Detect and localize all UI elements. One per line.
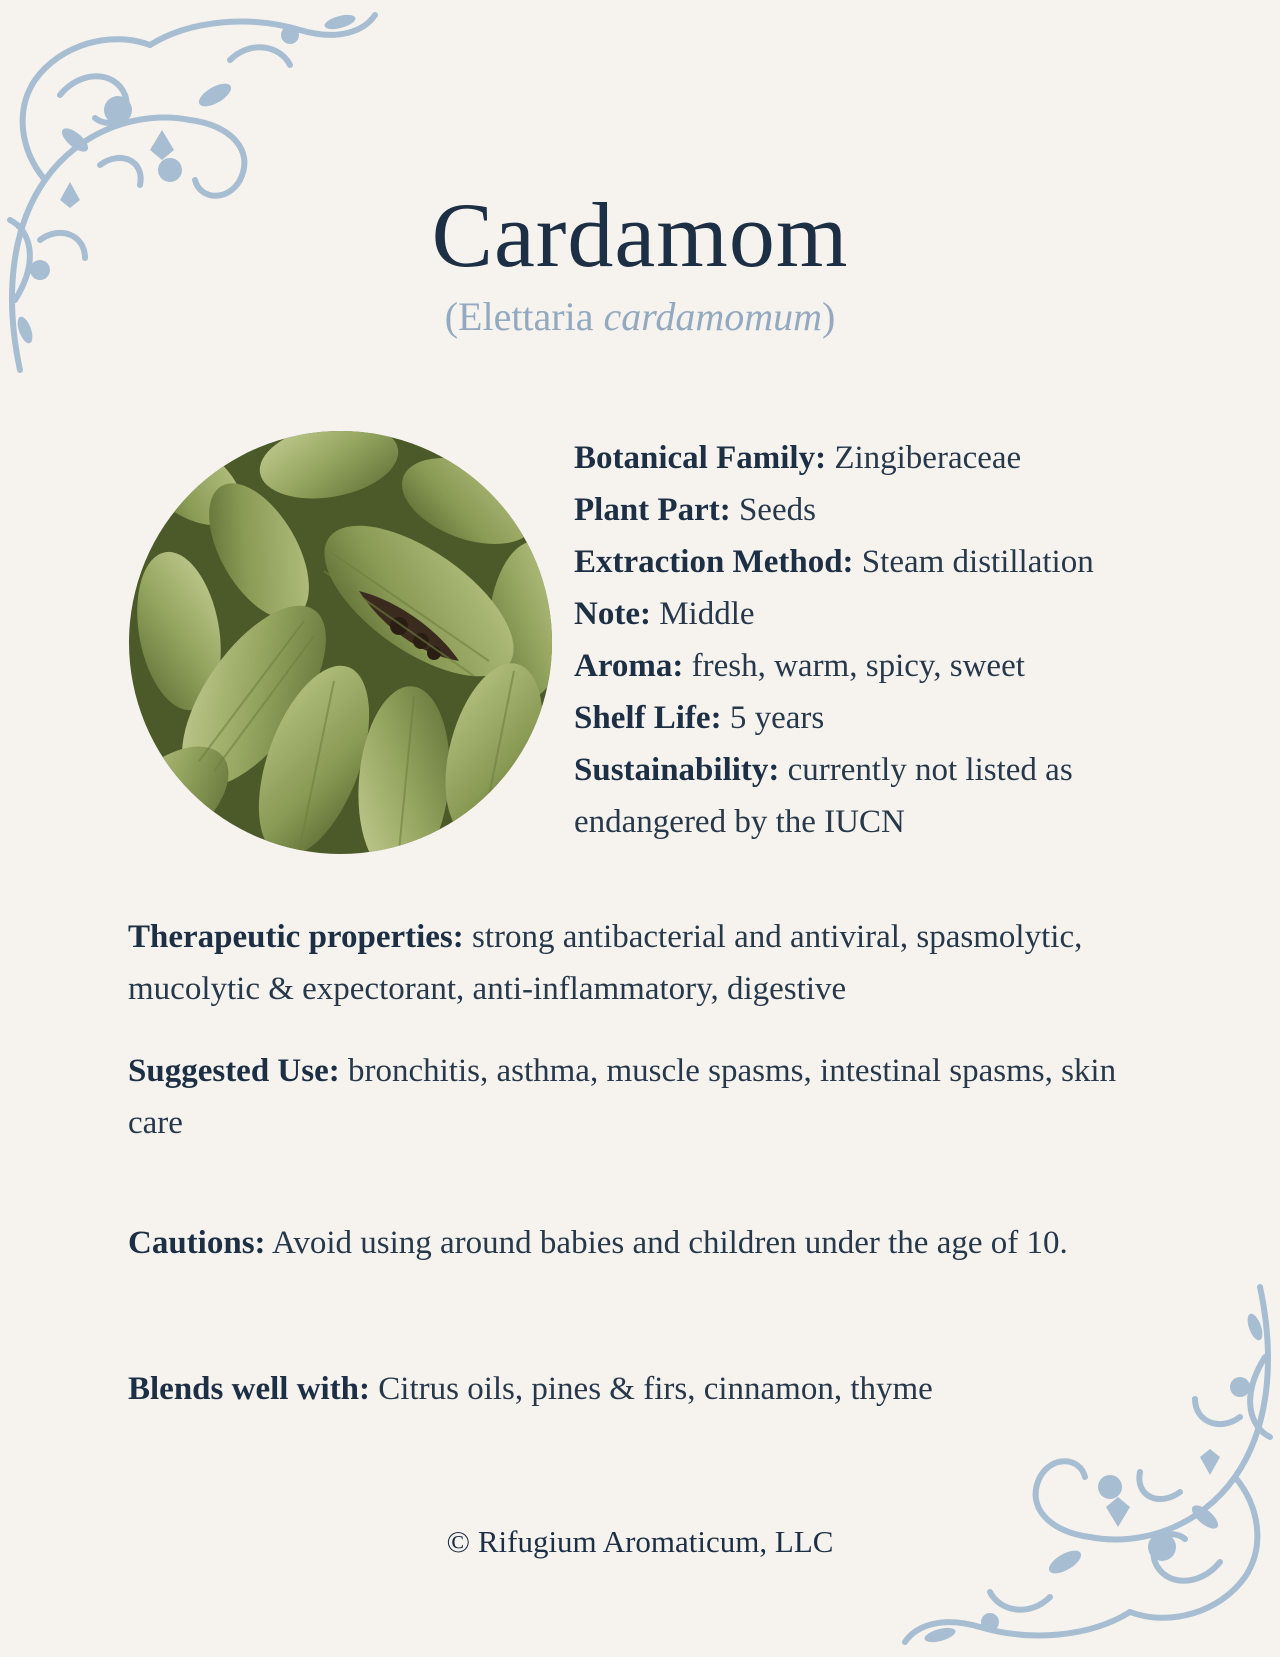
fact-label: Shelf Life:	[574, 700, 722, 736]
section-text: bronchitis, asthma, muscle spasms, intestinal spasms, skin care	[128, 1053, 1117, 1141]
fact-label: Plant Part:	[574, 492, 731, 528]
section-label: Blends well with:	[128, 1371, 371, 1407]
fact-value: Zingiberaceae	[834, 440, 1022, 476]
blends-well-with	[128, 1363, 1138, 1415]
therapeutic-properties	[128, 911, 1138, 1015]
fact-shelf-life	[574, 692, 1174, 744]
page-title: Cardamom	[431, 184, 849, 286]
copyright-footer: © Rifugium Aromaticum, LLC	[446, 1524, 834, 1559]
latin-genus: Elettaria	[458, 294, 594, 339]
section-text: Citrus oils, pines & firs, cinnamon, thyme	[378, 1371, 933, 1407]
floral-ornament-bottom-right-icon	[890, 1267, 1280, 1657]
fact-value: Seeds	[738, 492, 816, 528]
fact-label: Aroma:	[574, 648, 684, 684]
fact-plant-part	[574, 484, 1174, 536]
section-label: Cautions:	[128, 1225, 266, 1261]
cautions	[128, 1217, 1138, 1269]
latin-name	[0, 293, 1280, 340]
fact-value: fresh, warm, spicy, sweet	[691, 648, 1025, 684]
cardamom-pods-icon	[129, 431, 552, 854]
fact-label: Extraction Method:	[574, 544, 854, 580]
latin-paren-open: (	[444, 294, 459, 339]
section-text: strong antibacterial and antiviral, spasmolytic, mucolytic & expectorant, anti-inflammatory, digestive	[128, 919, 1083, 1007]
section-label: Suggested Use:	[128, 1053, 340, 1089]
section-text: Avoid using around babies and children under the age of 10.	[271, 1225, 1068, 1261]
fact-label: Sustainability:	[574, 752, 780, 788]
latin-species: cardamomum	[603, 294, 822, 339]
fact-value: 5 years	[729, 700, 825, 736]
fact-sustainability	[574, 744, 1174, 848]
fact-botanical-family	[574, 432, 1174, 484]
facts-list	[574, 432, 1174, 848]
fact-value: Middle	[659, 596, 755, 632]
latin-paren-close: )	[821, 294, 836, 339]
suggested-use	[128, 1045, 1138, 1149]
section-label: Therapeutic properties:	[128, 919, 464, 955]
fact-label: Note:	[574, 596, 651, 632]
fact-label: Botanical Family:	[574, 440, 827, 476]
fact-aroma	[574, 640, 1174, 692]
cardamom-photo	[129, 431, 552, 854]
fact-extraction-method	[574, 536, 1174, 588]
fact-note	[574, 588, 1174, 640]
fact-value: Steam distillation	[861, 544, 1094, 580]
fact-value: currently not listed as endangered by the IUCN	[574, 752, 1073, 840]
